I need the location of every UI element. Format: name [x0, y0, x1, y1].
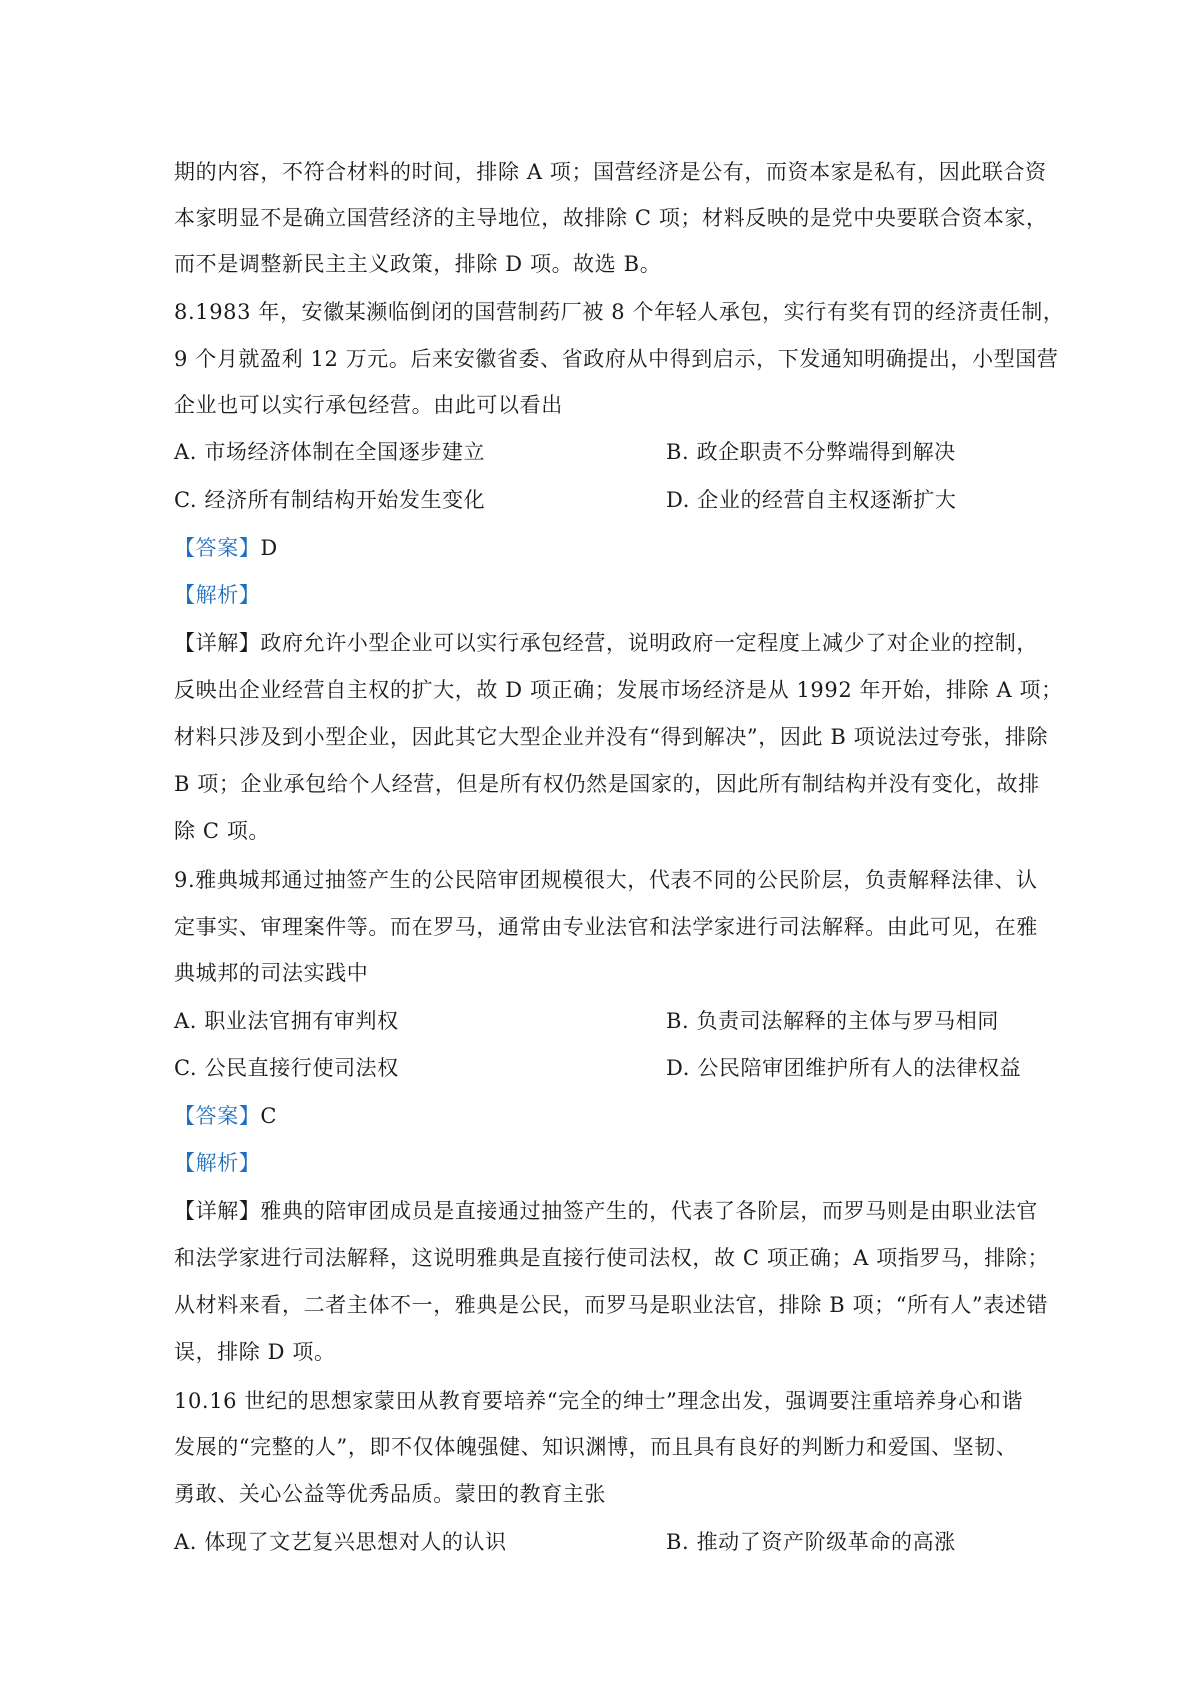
analysis-tag: 【解析】	[174, 1151, 261, 1175]
q9-stem-line: 典城邦的司法实践中	[174, 961, 369, 985]
answer-tag: 【答案】	[174, 536, 261, 560]
q10-stem-line: 勇敢、关心公益等优秀品质。蒙田的教育主张	[174, 1482, 606, 1506]
detail-text: 雅典的陪审团成员是直接通过抽签产生的，代表了各阶层，而罗马则是由职业法官	[260, 1199, 1039, 1223]
q9-option-c: C. 公民直接行使司法权	[174, 1056, 399, 1080]
q9-option-d: D. 公民陪审团维护所有人的法律权益	[666, 1056, 1022, 1080]
q10-stem-line: 发展的“完整的人”，即不仅体魄强健、知识渊博，而且具有良好的判断力和爱国、坚韧、	[174, 1435, 1018, 1459]
analysis-tag: 【解析】	[174, 583, 261, 607]
answer-tag: 【答案】	[174, 1104, 261, 1128]
text-line: 本家明显不是确立国营经济的主导地位，故排除 C 项；材料反映的是党中央要联合资本家，	[174, 206, 1048, 230]
q8-stem-line: 企业也可以实行承包经营。由此可以看出	[174, 393, 563, 417]
answer-value: D	[260, 536, 278, 560]
q9-answer	[174, 1101, 1034, 1131]
q9-detail-line: 误，排除 D 项。	[174, 1340, 336, 1364]
q10-option-b: B. 推动了资产阶级革命的高涨	[666, 1530, 956, 1554]
q10-stem-line: 10.16 世纪的思想家蒙田从教育要培养“完全的绅士”理念出发，强调要注重培养身心和谐	[174, 1389, 1024, 1413]
q8-option-b: B. 政企职责不分弊端得到解决	[666, 440, 956, 464]
detail-tag: 【详解】	[174, 631, 261, 655]
q8-option-a: A. 市场经济体制在全国逐步建立	[174, 440, 486, 464]
q9-detail-line: 和法学家进行司法解释，这说明雅典是直接行使司法权，故 C 项正确；A 项指罗马，排除；	[174, 1246, 1050, 1270]
q8-option-c: C. 经济所有制结构开始发生变化	[174, 488, 486, 512]
q8-analysis	[174, 580, 1034, 610]
q8-answer	[174, 533, 1034, 563]
detail-tag: 【详解】	[174, 1199, 261, 1223]
q9-option-a: A. 职业法官拥有审判权	[174, 1009, 399, 1033]
text-line: 期的内容，不符合材料的时间，排除 A 项；国营经济是公有，而资本家是私有，因此联合资	[174, 160, 1047, 184]
q10-option-a: A. 体现了文艺复兴思想对人的认识	[174, 1530, 507, 1554]
q9-detail-line	[174, 1196, 1039, 1226]
q8-stem-line: 9 个月就盈利 12 万元。后来安徽省委、省政府从中得到启示，下发通知明确提出，小型国营	[174, 347, 1059, 371]
q9-stem-line: 定事实、审理案件等。而在罗马，通常由专业法官和法学家进行司法解释。由此可见，在雅	[174, 915, 1038, 939]
q8-detail-line: 反映出企业经营自主权的扩大，故 D 项正确；发展市场经济是从 1992 年开始，排除 A 项；	[174, 678, 1063, 702]
q8-detail-line: 除 C 项。	[174, 819, 271, 843]
q8-stem-line: 8.1983 年，安徽某濒临倒闭的国营制药厂被 8 个年轻人承包，实行有奖有罚的经济责任制，	[174, 300, 1065, 324]
q8-detail-line	[174, 628, 1039, 658]
q8-detail-line: B 项；企业承包给个人经营，但是所有权仍然是国家的，因此所有制结构并没有变化，故排	[174, 772, 1040, 796]
answer-value: C	[260, 1104, 278, 1128]
q9-detail-line: 从材料来看，二者主体不一，雅典是公民，而罗马是职业法官，排除 B 项；“所有人”表述错	[174, 1293, 1049, 1317]
q8-detail-line: 材料只涉及到小型企业，因此其它大型企业并没有“得到解决”，因此 B 项说法过夸张，排除	[174, 725, 1049, 749]
q9-option-b: B. 负责司法解释的主体与罗马相同	[666, 1009, 999, 1033]
q9-analysis	[174, 1148, 1034, 1178]
detail-text: 政府允许小型企业可以实行承包经营，说明政府一定程度上减少了对企业的控制，	[260, 631, 1039, 655]
q8-option-d: D. 企业的经营自主权逐渐扩大	[666, 488, 957, 512]
q9-stem-line: 9.雅典城邦通过抽签产生的公民陪审团规模很大，代表不同的公民阶层，负责解释法律、认	[174, 868, 1038, 892]
text-line: 而不是调整新民主主义政策，排除 D 项。故选 B。	[174, 252, 662, 276]
